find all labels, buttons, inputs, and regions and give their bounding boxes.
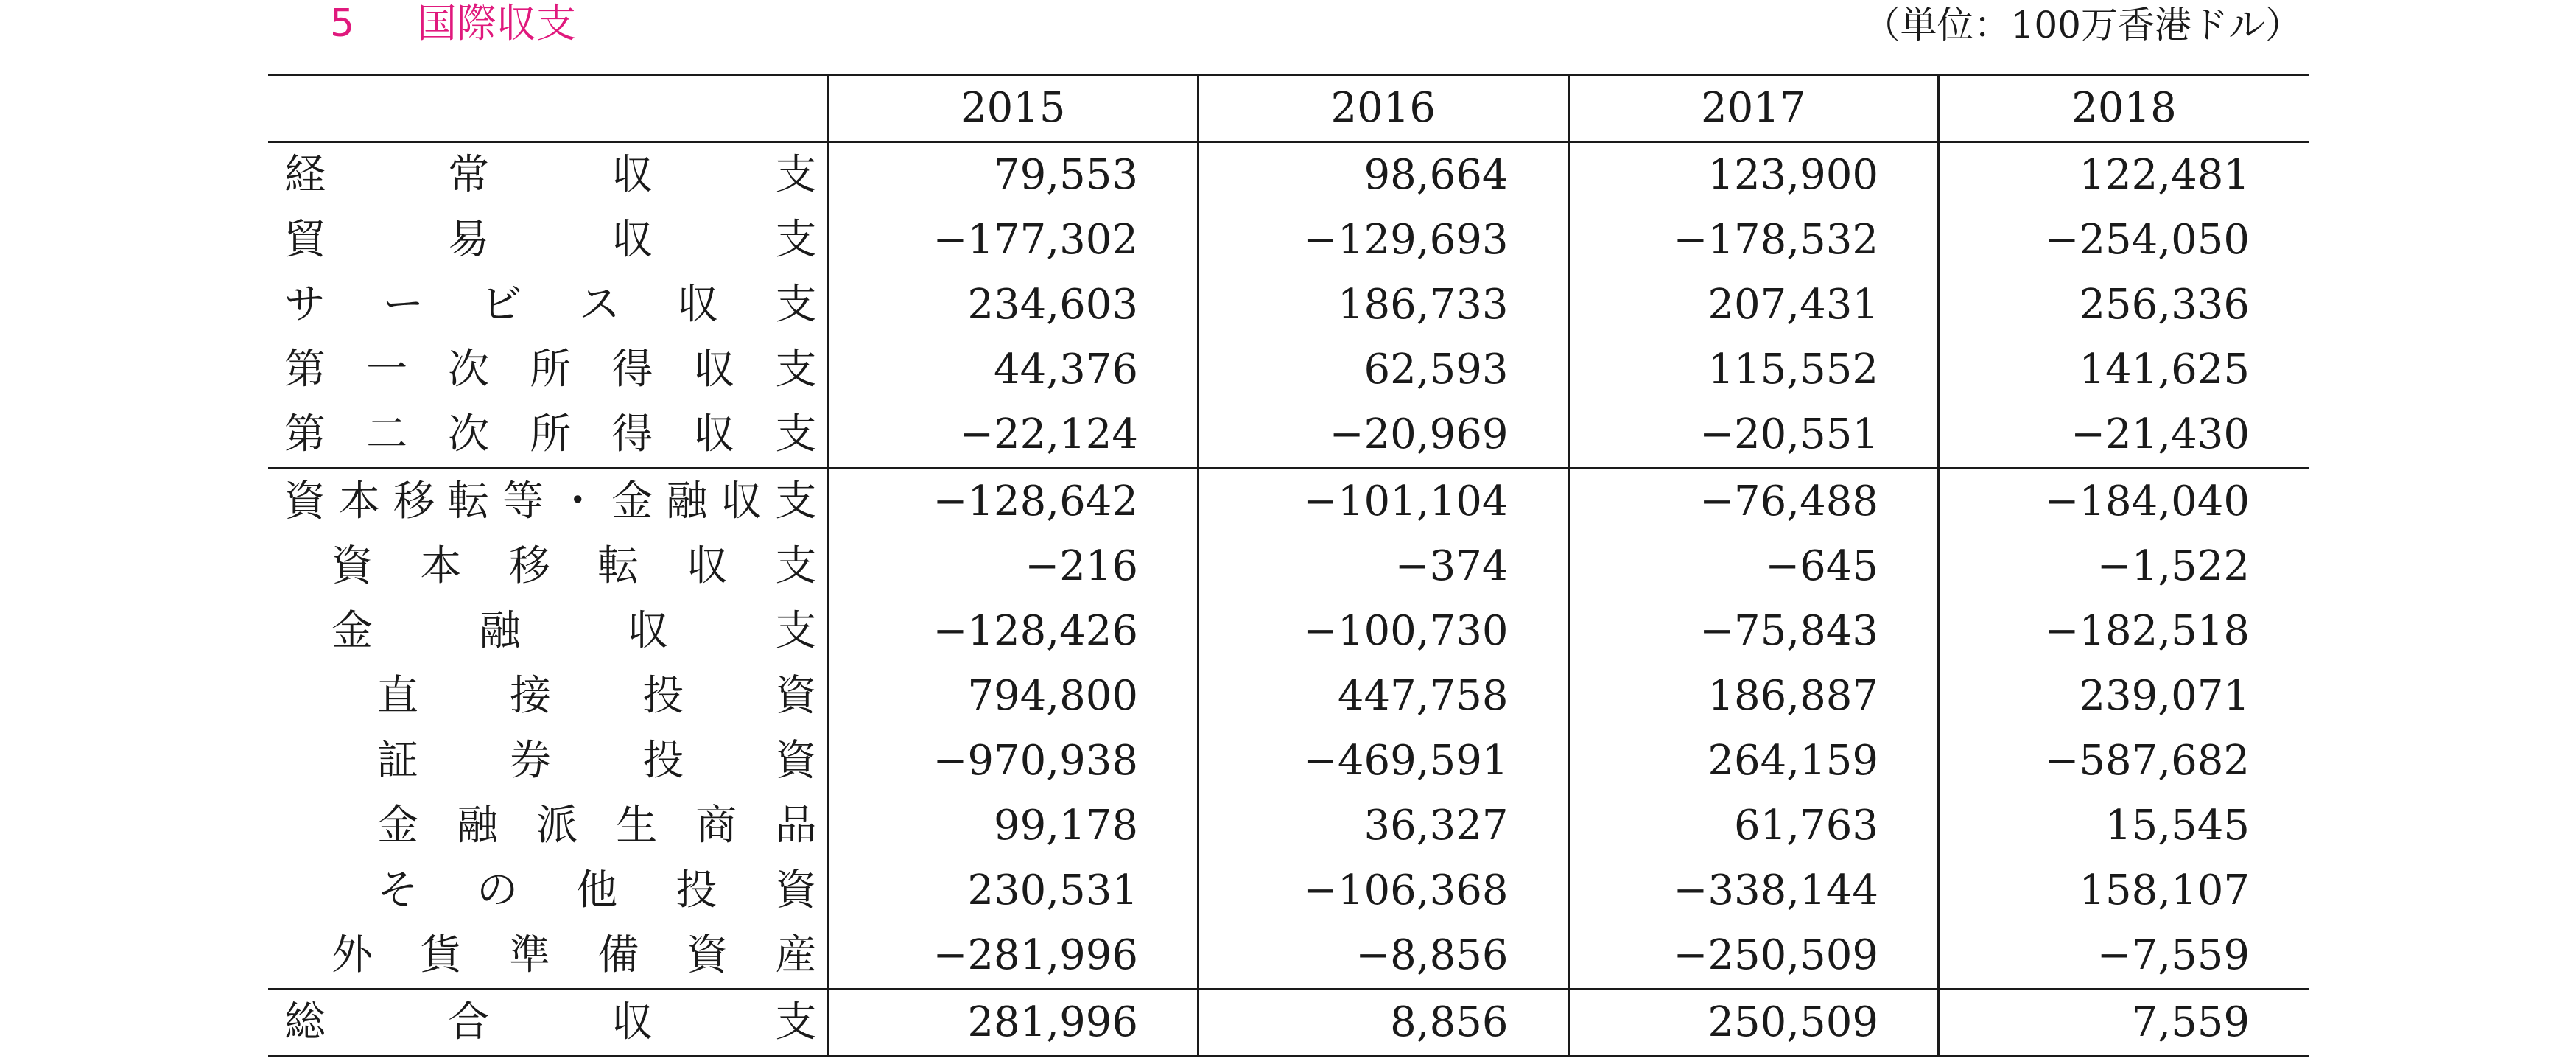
label-char: 資 (775, 866, 817, 914)
label-char: 生 (616, 802, 658, 850)
label-char: ス (578, 281, 620, 329)
label-char: 産 (775, 931, 817, 979)
header-blank (268, 75, 828, 142)
label-char: 金 (377, 802, 418, 850)
row-label (268, 923, 828, 990)
table-row (268, 142, 2309, 209)
label-char: ビ (480, 281, 522, 329)
year-header: 2017 (1568, 75, 1939, 142)
row-label (268, 858, 828, 923)
label-char: 資 (284, 477, 326, 525)
label-char: 投 (642, 737, 684, 785)
table-cell: 8,856 (1198, 990, 1569, 1057)
label-char: 転 (597, 542, 639, 590)
row-label (268, 664, 828, 729)
label-char: 派 (536, 802, 578, 850)
label-char: 融 (457, 802, 499, 850)
row-label-text (377, 794, 817, 858)
table-cell: −338,144 (1568, 858, 1939, 923)
table-cell: 7,559 (1939, 990, 2309, 1057)
label-char: 移 (393, 477, 435, 525)
label-char: 直 (377, 672, 418, 720)
row-label (268, 794, 828, 858)
label-char: 支 (775, 346, 817, 393)
label-char: 商 (695, 802, 737, 850)
label-char: ・ (557, 477, 599, 525)
label-char: 支 (775, 477, 817, 525)
table-cell: −20,969 (1198, 402, 1569, 469)
table-cell: −128,426 (828, 599, 1198, 664)
label-char: 転 (448, 477, 490, 525)
table-cell: 239,071 (1939, 664, 2309, 729)
label-char: 支 (775, 216, 817, 264)
label-char: 支 (775, 998, 817, 1046)
table-cell: 447,758 (1198, 664, 1569, 729)
table-cell: −374 (1198, 534, 1569, 599)
row-label-text (377, 729, 817, 794)
label-char: 収 (677, 281, 719, 329)
label-char: 支 (775, 281, 817, 329)
row-label (268, 402, 828, 469)
table-cell: −281,996 (828, 923, 1198, 990)
table-cell: −469,591 (1198, 729, 1569, 794)
label-char: そ (377, 866, 418, 914)
label-char: 収 (627, 607, 669, 655)
table-cell: 79,553 (828, 142, 1198, 209)
row-label (268, 729, 828, 794)
table-cell: 264,159 (1568, 729, 1939, 794)
label-char: 備 (597, 931, 639, 979)
row-label (268, 599, 828, 664)
table-cell: 15,545 (1939, 794, 2309, 858)
label-char: 証 (377, 737, 418, 785)
label-char: 一 (366, 346, 408, 393)
label-char: 得 (611, 346, 653, 393)
table-cell: −8,856 (1198, 923, 1569, 990)
table-cell: 141,625 (1939, 337, 2309, 402)
table-cell: −178,532 (1568, 208, 1939, 273)
table-row (268, 990, 2309, 1057)
table-cell: −128,642 (828, 469, 1198, 535)
label-char: サ (284, 281, 326, 329)
row-label-text (284, 469, 817, 534)
label-char: 資 (331, 542, 373, 590)
label-char: 支 (775, 151, 817, 199)
table-row (268, 469, 2309, 535)
label-char: 収 (720, 477, 762, 525)
section-title: 国際収支 (417, 0, 576, 46)
label-char: 金 (611, 477, 653, 525)
table-cell: −75,843 (1568, 599, 1939, 664)
table-cell: 281,996 (828, 990, 1198, 1057)
label-char: 支 (775, 607, 817, 655)
unit-label: （単位：100万香港ドル） (1863, 4, 2302, 46)
label-char: 次 (448, 410, 490, 458)
balance-of-payments-table (268, 74, 2309, 1057)
header-row (268, 75, 2309, 142)
label-char: 資 (775, 672, 817, 720)
table-row (268, 337, 2309, 402)
table-cell: −216 (828, 534, 1198, 599)
table-cell: −76,488 (1568, 469, 1939, 535)
table-cell: 123,900 (1568, 142, 1939, 209)
table-cell: 158,107 (1939, 858, 2309, 923)
label-char: の (477, 866, 519, 914)
table-cell: −22,124 (828, 402, 1198, 469)
label-char: 貨 (420, 931, 462, 979)
label-char: 他 (576, 866, 618, 914)
table-row (268, 599, 2309, 664)
table-cell: −20,551 (1568, 402, 1939, 469)
label-char: 収 (693, 410, 735, 458)
label-char: 支 (775, 410, 817, 458)
label-char: 支 (775, 542, 817, 590)
row-label-text (284, 337, 817, 402)
row-label-text (331, 923, 817, 988)
row-label (268, 273, 828, 337)
table-cell: −1,522 (1939, 534, 2309, 599)
table-cell: −21,430 (1939, 402, 2309, 469)
table-cell: 256,336 (1939, 273, 2309, 337)
label-char: 接 (510, 672, 552, 720)
table-row (268, 208, 2309, 273)
label-char: 第 (284, 346, 326, 393)
table-cell: −184,040 (1939, 469, 2309, 535)
table-cell: −250,509 (1568, 923, 1939, 990)
table-cell: −101,104 (1198, 469, 1569, 535)
row-label-text (284, 402, 817, 467)
table-cell: −100,730 (1198, 599, 1569, 664)
label-char: 融 (666, 477, 708, 525)
table-row (268, 273, 2309, 337)
label-char: 等 (502, 477, 544, 525)
table-cell: 186,733 (1198, 273, 1569, 337)
label-char: 融 (479, 607, 521, 655)
label-char: 所 (530, 410, 572, 458)
table-cell: −177,302 (828, 208, 1198, 273)
table-cell: 62,593 (1198, 337, 1569, 402)
year-header: 2016 (1198, 75, 1569, 142)
row-label-text (377, 858, 817, 923)
table-cell: 99,178 (828, 794, 1198, 858)
row-label (268, 990, 828, 1057)
row-label-text (284, 990, 817, 1055)
row-label-text (377, 664, 817, 729)
table-row (268, 402, 2309, 469)
label-char: 収 (693, 346, 735, 393)
label-char: 移 (509, 542, 550, 590)
label-char: 投 (642, 672, 684, 720)
label-char: 得 (611, 410, 653, 458)
table-cell: −106,368 (1198, 858, 1569, 923)
year-header: 2018 (1939, 75, 2309, 142)
row-label (268, 337, 828, 402)
row-label-text (331, 534, 817, 599)
table-cell: 98,664 (1198, 142, 1569, 209)
table-cell: −182,518 (1939, 599, 2309, 664)
label-char: 収 (687, 542, 728, 590)
label-char: 収 (611, 151, 653, 199)
table-row (268, 923, 2309, 990)
table-cell: −129,693 (1198, 208, 1569, 273)
table-cell: 230,531 (828, 858, 1198, 923)
label-char: 金 (331, 607, 373, 655)
table-cell: 794,800 (828, 664, 1198, 729)
table-cell: 186,887 (1568, 664, 1939, 729)
year-header: 2015 (828, 75, 1198, 142)
label-char: 所 (530, 346, 572, 393)
label-char: 外 (331, 931, 373, 979)
row-label (268, 469, 828, 535)
row-label-text (331, 599, 817, 664)
label-char: 資 (687, 931, 728, 979)
table-cell: −587,682 (1939, 729, 2309, 794)
label-char: 総 (284, 998, 326, 1046)
table-cell: 36,327 (1198, 794, 1569, 858)
label-char: 券 (510, 737, 552, 785)
table-cell: −970,938 (828, 729, 1198, 794)
table-row (268, 858, 2309, 923)
label-char: 投 (675, 866, 717, 914)
label-char: 経 (284, 151, 326, 199)
table-row (268, 534, 2309, 599)
row-label (268, 142, 828, 209)
label-char: 易 (448, 216, 490, 264)
row-label-text (284, 208, 817, 273)
row-label (268, 208, 828, 273)
row-label-text (284, 273, 817, 337)
table-row (268, 664, 2309, 729)
label-char: 収 (611, 998, 653, 1046)
row-label-text (284, 143, 817, 208)
label-char: 常 (448, 151, 490, 199)
row-label (268, 534, 828, 599)
label-char: 貿 (284, 216, 326, 264)
table-cell: −254,050 (1939, 208, 2309, 273)
label-char: 収 (611, 216, 653, 264)
table-cell: 207,431 (1568, 273, 1939, 337)
label-char: 第 (284, 410, 326, 458)
label-char: 品 (775, 802, 817, 850)
table-cell: 44,376 (828, 337, 1198, 402)
table-cell: −7,559 (1939, 923, 2309, 990)
table-cell: 61,763 (1568, 794, 1939, 858)
label-char: ー (382, 281, 424, 329)
table-cell: 250,509 (1568, 990, 1939, 1057)
label-char: 次 (448, 346, 490, 393)
table-row (268, 729, 2309, 794)
label-char: 合 (448, 998, 490, 1046)
label-char: 本 (420, 542, 462, 590)
table-row (268, 794, 2309, 858)
table-cell: 234,603 (828, 273, 1198, 337)
table-cell: 122,481 (1939, 142, 2309, 209)
label-char: 準 (509, 931, 550, 979)
table-cell: −645 (1568, 534, 1939, 599)
label-char: 本 (339, 477, 381, 525)
table-cell: 115,552 (1568, 337, 1939, 402)
label-char: 二 (366, 410, 408, 458)
label-char: 資 (775, 737, 817, 785)
section-number: 5 (330, 1, 355, 46)
